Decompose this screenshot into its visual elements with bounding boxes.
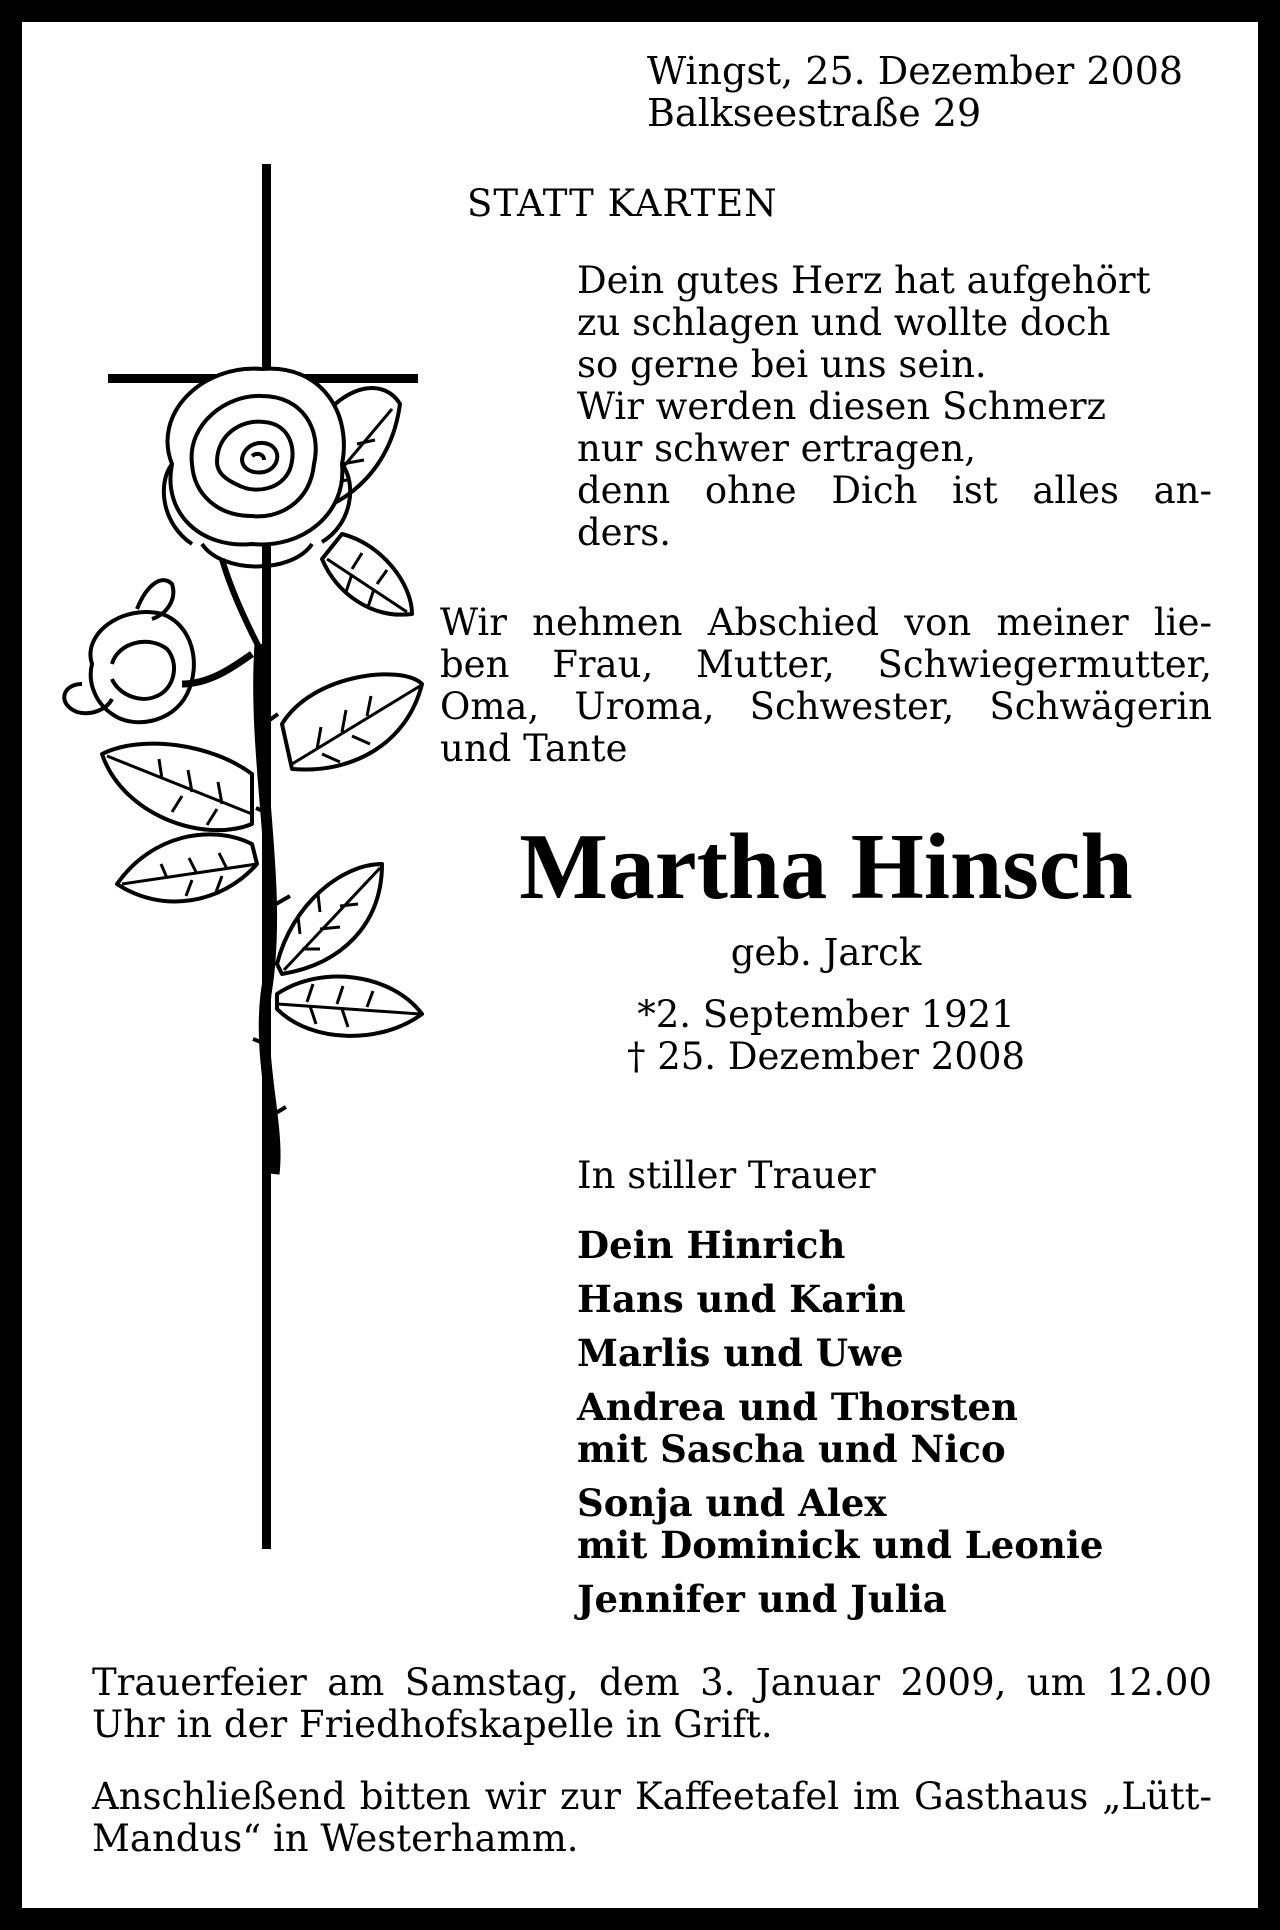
mourners-list [577, 1224, 1103, 1632]
death-date: † 25. Dezember 2008 [626, 1035, 1026, 1078]
leaf-icon [322, 534, 412, 615]
mourner-entry: mit Sascha und Nico [577, 1427, 1006, 1471]
reception-text: Anschließend bitten wir zur Kaffeetafel im Gasthaus „Lütt-Mandus“ in Westerhamm. [92, 1775, 1212, 1860]
deceased-name: Martha Hinsch [519, 815, 1133, 919]
place-date-line: Wingst, 25. Dezember 2008 [647, 49, 1184, 93]
address-line: Balkseestraße 29 [647, 91, 982, 135]
ceremony-text: Trauerfeier am Samstag, dem 3. Januar 2009, um 12.00 Uhr in der Friedhofskapelle in Grift. [92, 1661, 1212, 1746]
rose-icon [64, 369, 422, 1174]
verse-line: Dein gutes Herz hat aufgehört [577, 259, 1151, 302]
place-and-date [647, 50, 1183, 134]
mourner-entry: Hans und Karin [577, 1277, 906, 1321]
farewell-line: Wir nehmen Abschied von meiner lie- [440, 601, 1212, 644]
verse-line: Wir werden diesen Schmerz [577, 385, 1107, 428]
verse-block [577, 260, 1212, 554]
life-dates [440, 994, 1212, 1078]
verse-line: so gerne bei uns sein. [577, 343, 987, 386]
farewell-line: und Tante [440, 727, 628, 770]
rose-bud-icon [64, 580, 252, 722]
rose-bloom-icon [164, 369, 350, 649]
mourner-entry: Sonja und Alex [577, 1481, 887, 1525]
mourner-entry: mit Dominick und Leonie [577, 1523, 1104, 1567]
farewell-text [440, 602, 1212, 770]
leaf-icon [277, 864, 382, 974]
verse-line: nur schwer ertragen, [577, 427, 977, 470]
mourner-entry: Marlis und Uwe [577, 1331, 904, 1375]
statt-karten-heading: STATT KARTEN [467, 182, 778, 225]
verse-line: denn ohne Dich ist alles an- [577, 469, 1212, 512]
birth-name: geb. Jarck [730, 931, 922, 974]
mourner-entry: Dein Hinrich [577, 1223, 846, 1267]
leaf-icon [282, 674, 422, 769]
birth-date: *2. September 1921 [637, 993, 1015, 1036]
mourner-entry: Andrea und Thorsten [577, 1385, 1018, 1429]
service-details [92, 1662, 1212, 1890]
mourner-entry: Jennifer und Julia [577, 1577, 947, 1621]
mourning-label: In stiller Trauer [577, 1154, 876, 1197]
leaf-icon [277, 977, 422, 1036]
leaf-icon [117, 834, 257, 901]
farewell-line: Oma, Uroma, Schwester, Schwägerin [440, 685, 1212, 728]
cross-with-rose-illustration [52, 164, 442, 1564]
verse-line: zu schlagen und wollte doch [577, 301, 1111, 344]
leaf-icon [102, 744, 252, 831]
verse-line: ders. [577, 511, 672, 554]
farewell-line: ben Frau, Mutter, Schwiegermutter, [440, 643, 1212, 686]
